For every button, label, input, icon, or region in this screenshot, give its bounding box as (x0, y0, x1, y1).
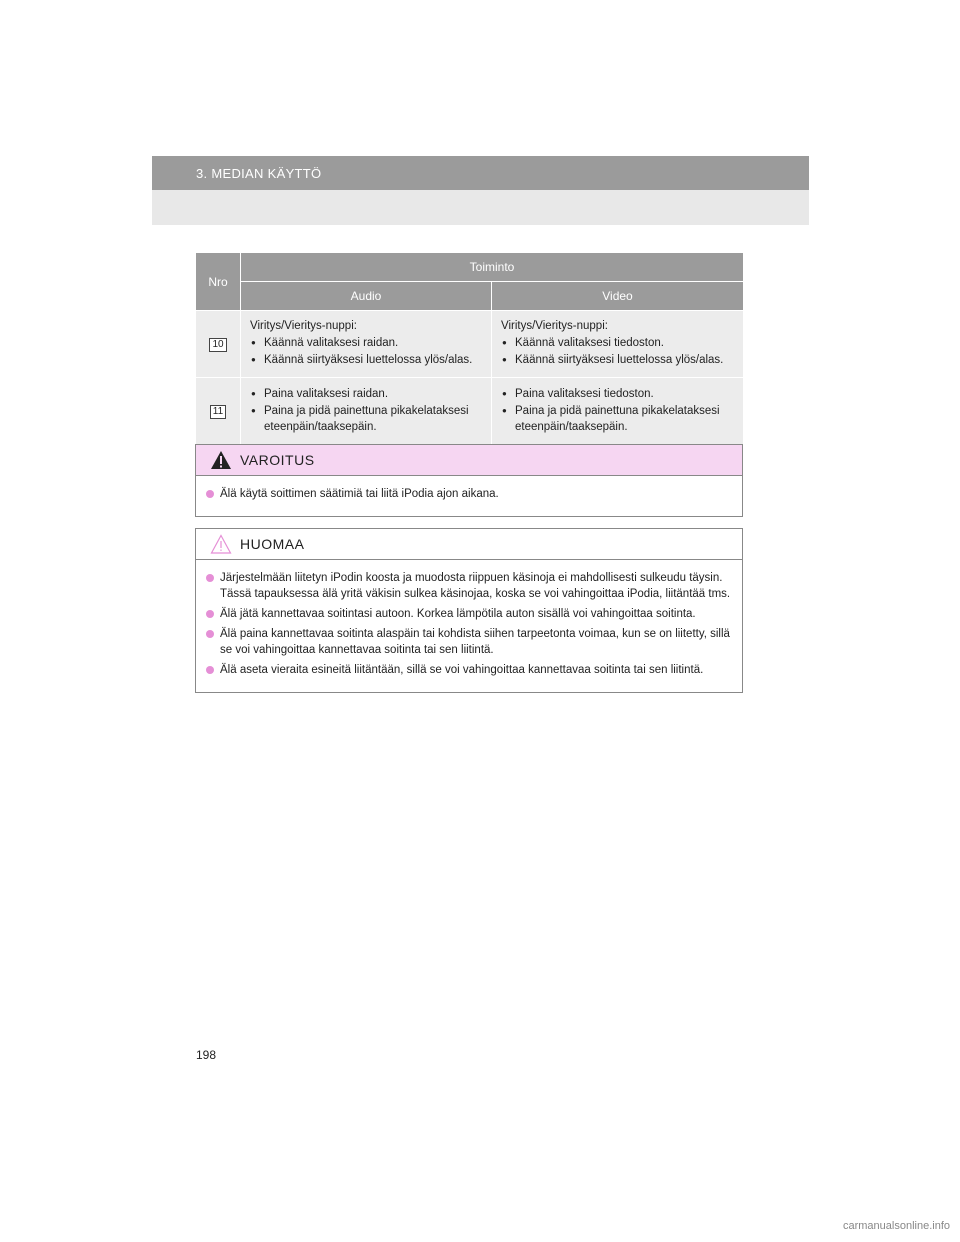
row-number: 10 (209, 338, 226, 352)
col-header-function: Toiminto (241, 253, 744, 282)
list-item: ● Paina ja pidä painettuna pikakelataksesi eteenpäin/taaksepäin. (501, 403, 734, 435)
table-row (196, 378, 744, 445)
notice-title: HUOMAA (240, 536, 305, 552)
list-item: ● Paina ja pidä painettuna pikakelataksesi eteenpäin/taaksepäin. (250, 403, 482, 435)
caution-triangle-icon (210, 534, 232, 554)
list-item (206, 626, 732, 658)
col-header-video: Video (492, 282, 744, 311)
col-header-audio: Audio (241, 282, 492, 311)
notice-header (196, 529, 742, 560)
list-item (206, 606, 732, 622)
warning-triangle-icon (210, 450, 232, 470)
bullet-icon (206, 574, 214, 582)
notice-text: Järjestelmään liitetyn iPodin koosta ja muodosta riippuen käsinoja ei mahdollisesti sulkeudu täysin. Tässä tapauksessa älä yritä väkisin sulkea käsinojaa, koska se voi vahingoittaa iPodia, liitäntää tms. (220, 572, 731, 600)
row-number: 11 (210, 405, 226, 419)
list-item (206, 662, 732, 678)
bullet-icon (206, 610, 214, 618)
page-number: 198 (196, 1048, 217, 1062)
list-item: ● Käännä valitaksesi tiedoston. (501, 335, 734, 351)
watermark: carmanualsonline.info (842, 1220, 950, 1232)
bullet-icon (206, 630, 214, 638)
notice-text: Älä paina kannettavaa soitinta alaspäin tai kohdista siihen tarpeetonta voimaa, kun se on liitetty, sillä se voi vahingoittaa kannettavaa soitinta tai sen liitintä. (220, 628, 730, 656)
list-item: ● Käännä siirtyäksesi luettelossa ylös/alas. (250, 352, 482, 368)
cell-lead: Viritys/Vieritys-nuppi: (250, 320, 357, 332)
col-header-no: Nro (196, 253, 241, 311)
bullet-icon (206, 490, 214, 498)
list-item (206, 486, 732, 502)
notice-text: Älä aseta vieraita esineitä liitäntään, sillä se voi vahingoittaa kannettavaa soitinta tai sen liitintä. (220, 664, 704, 676)
list-item: ● Käännä siirtyäksesi luettelossa ylös/alas. (501, 352, 734, 368)
warning-header (196, 445, 742, 476)
table-row (196, 311, 744, 378)
bullet-icon (206, 666, 214, 674)
notice-text: Älä jätä kannettavaa soitintasi autoon. Korkea lämpötila auton sisällä voi vahingoittaa soitinta. (220, 608, 696, 620)
list-item (206, 570, 732, 602)
warning-title: VAROITUS (240, 452, 315, 468)
warning-box (195, 444, 743, 517)
list-item: ● Käännä valitaksesi raidan. (250, 335, 482, 351)
header-subband (152, 190, 809, 225)
list-item: ● Paina valitaksesi tiedoston. (501, 386, 734, 402)
notice-box (195, 528, 743, 693)
warning-text: Älä käytä soittimen säätimiä tai liitä iPodia ajon aikana. (220, 488, 499, 500)
cell-lead: Viritys/Vieritys-nuppi: (501, 320, 608, 332)
operations-table (195, 252, 744, 445)
section-title: 3. MEDIAN KÄYTTÖ (196, 166, 322, 181)
list-item: ● Paina valitaksesi raidan. (250, 386, 482, 402)
